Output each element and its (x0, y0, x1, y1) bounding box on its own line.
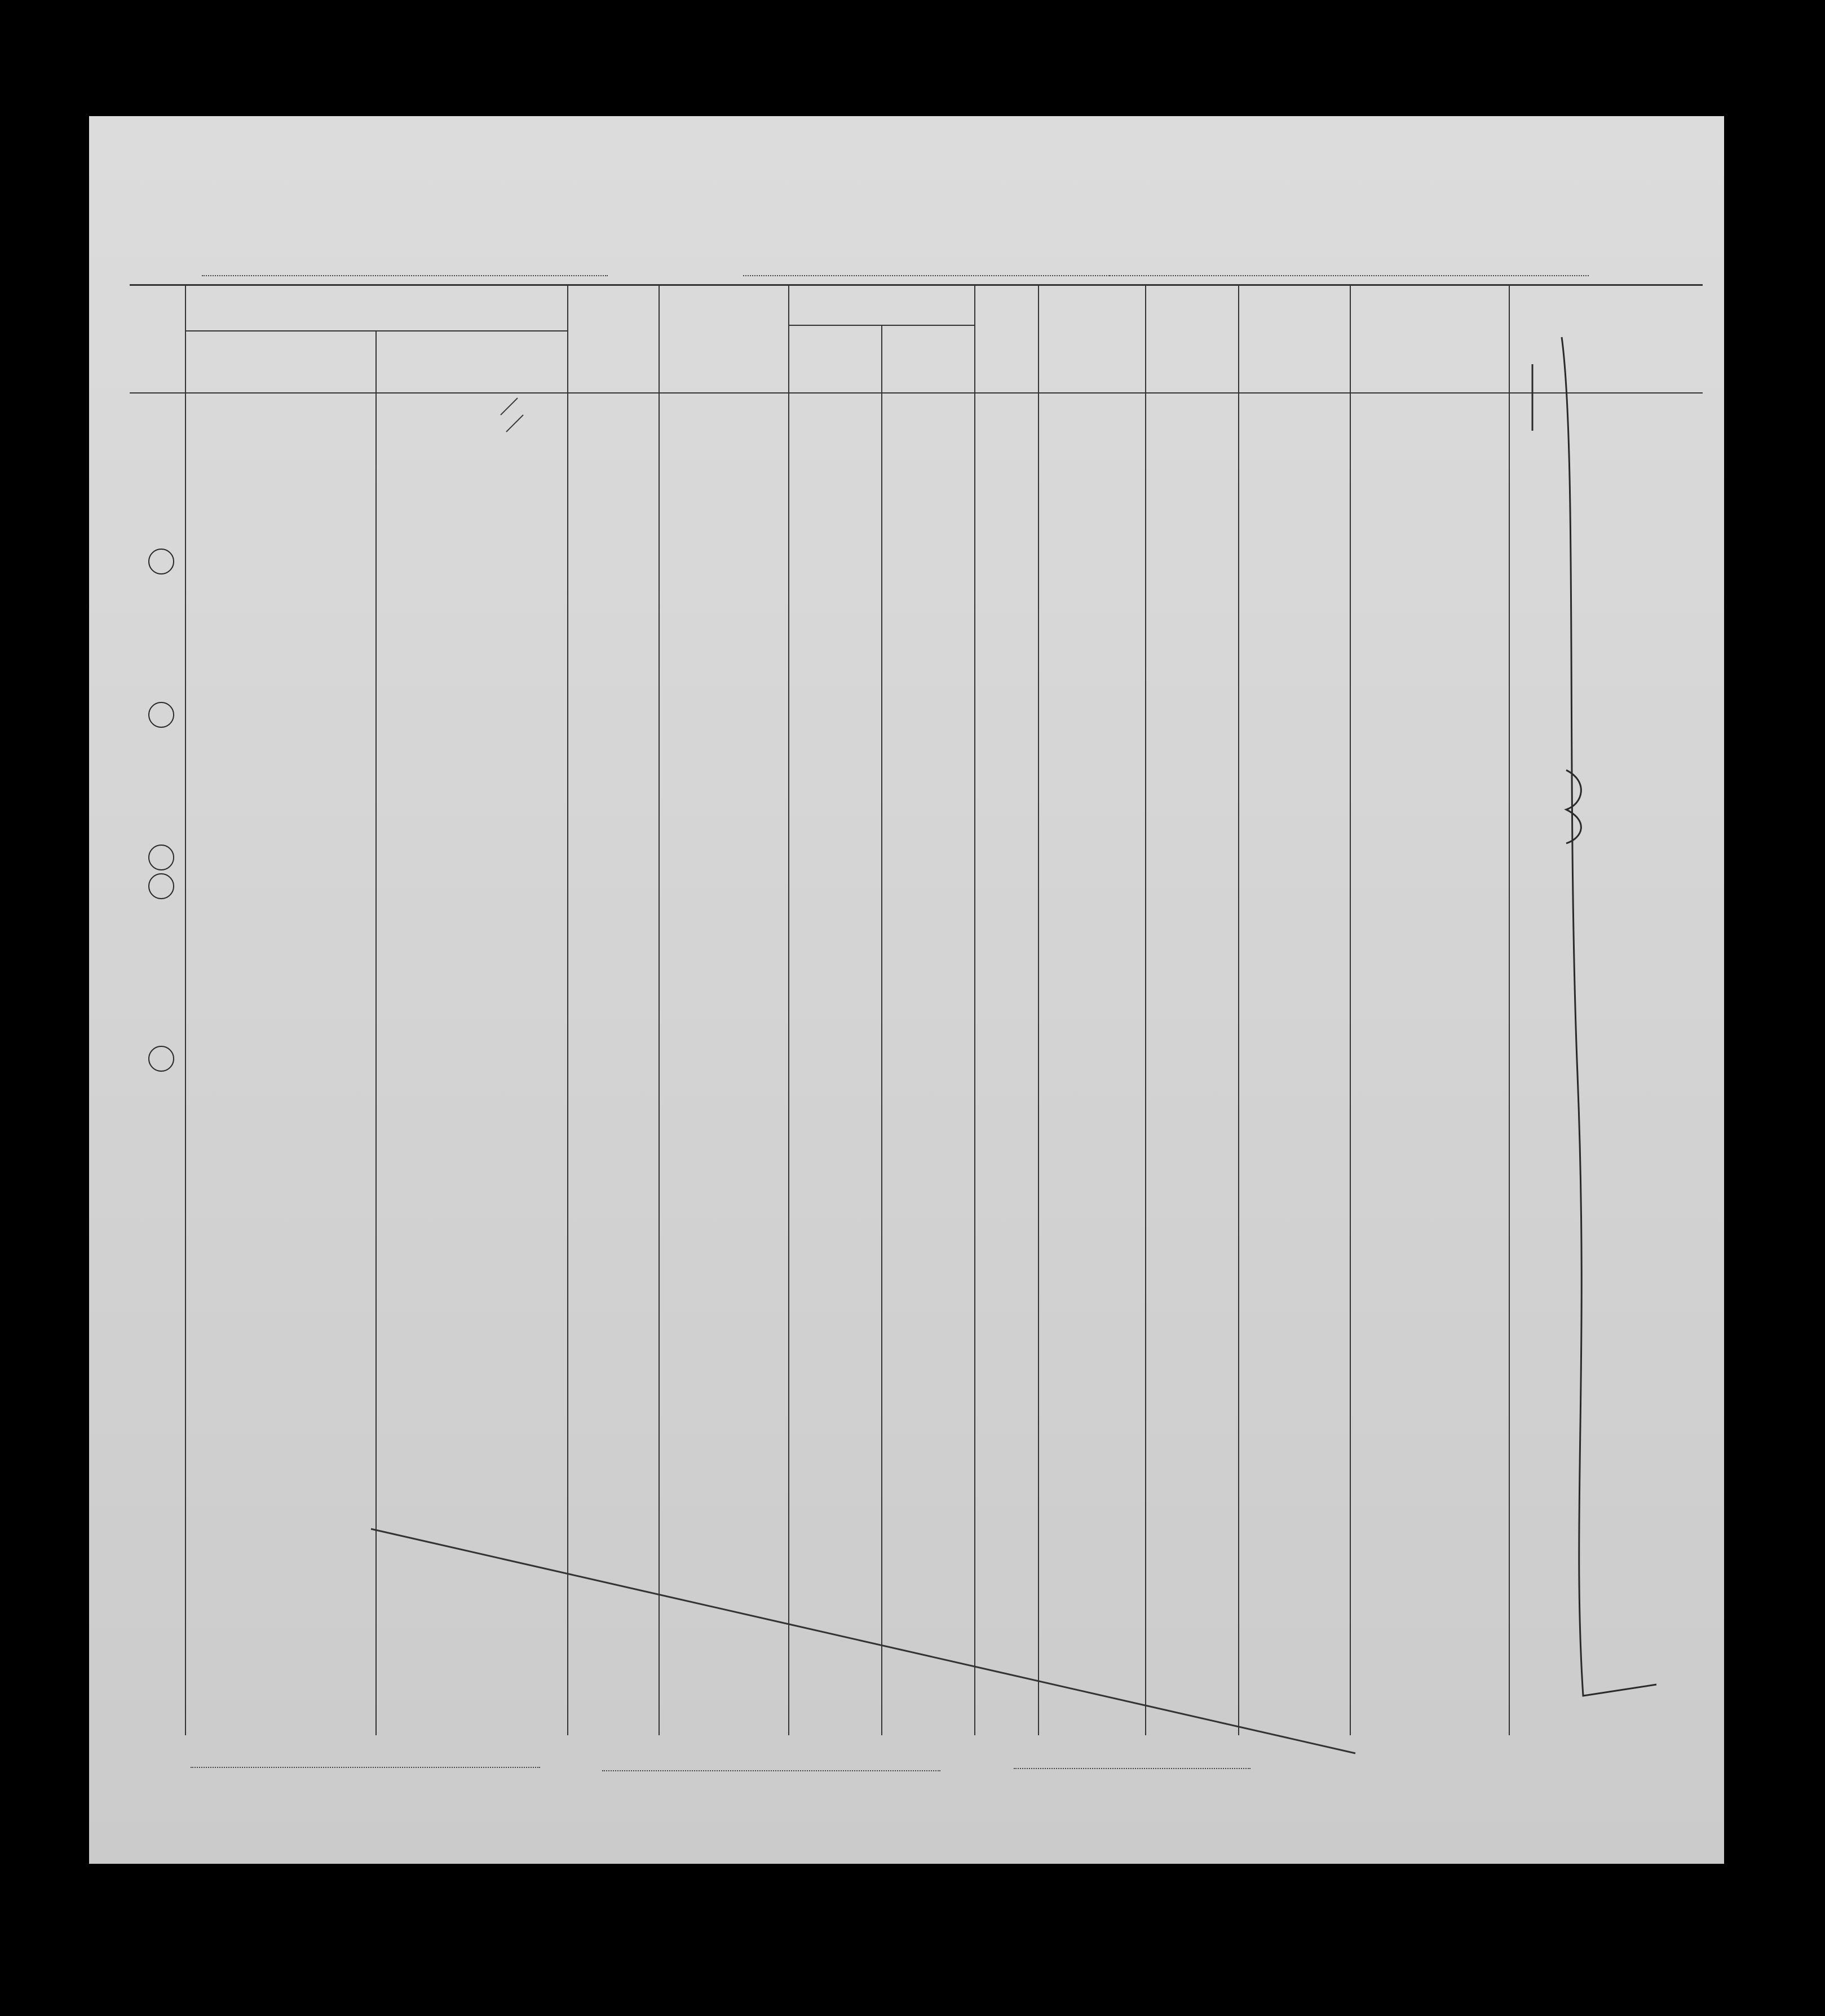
handwriting-strokes (89, 116, 1724, 1864)
manifest-sheet (89, 116, 1724, 1864)
